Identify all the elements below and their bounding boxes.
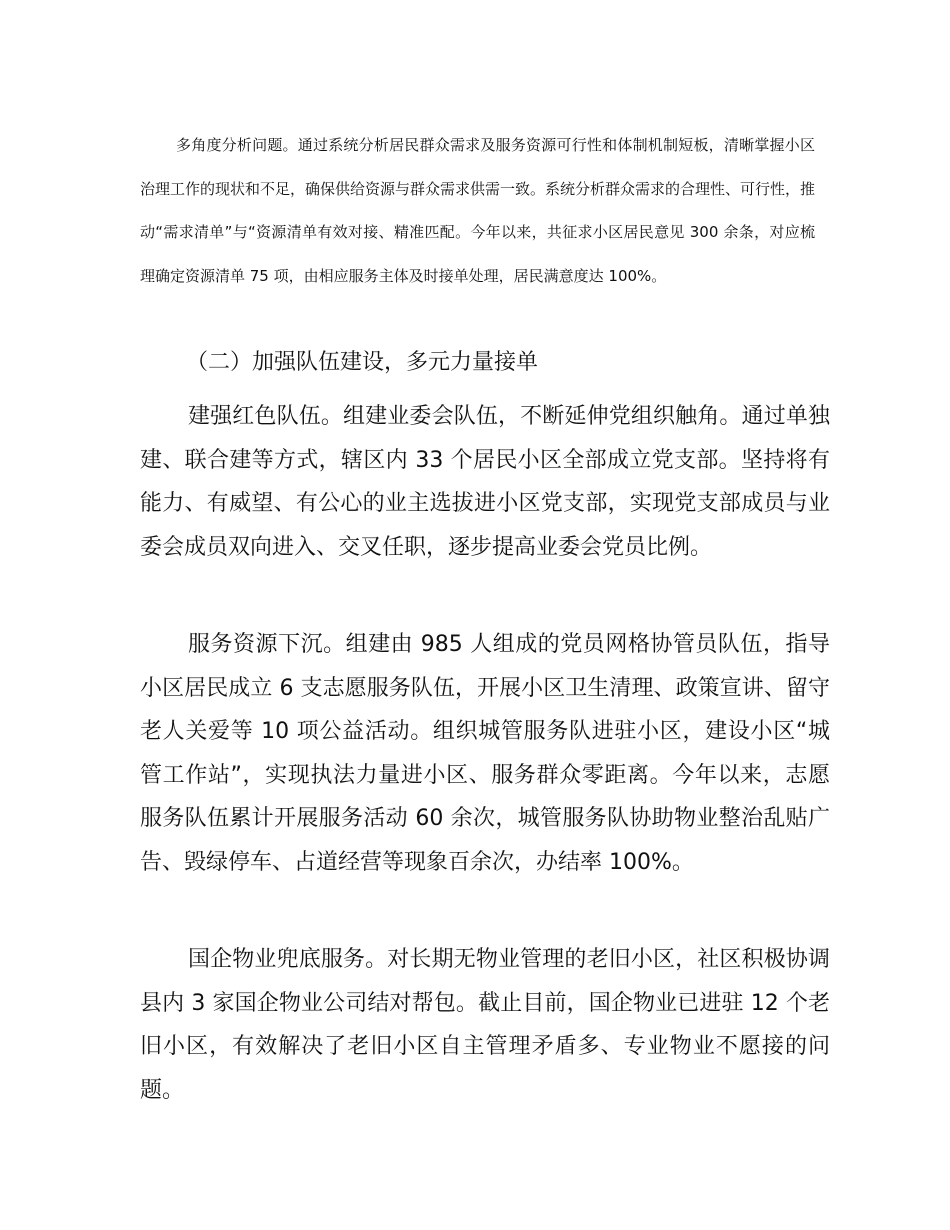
section-heading: （二）加强队伍建设，多元力量接单 bbox=[186, 350, 539, 375]
body-paragraph-state-property: 国企物业兜底服务。对长期无物业管理的老旧小区，社区积极协调县内 3 家国企物业公司结对帮包。截止目前，国企物业已进驻 12 个老旧小区，有效解决了老旧小区自主管理矛盾多、专业物业不愿接的问题。 bbox=[140, 947, 830, 1103]
body-paragraph-red-team: 建强红色队伍。组建业委会队伍，不断延伸党组织触角。通过单独建、联合建等方式，辖区内 33 个居民小区全部成立党支部。坚持将有能力、有威望、有公心的业主选拔进小区党支部，实现党支部成员与业委会成员双向进入、交叉任职，逐步提高业委会党员比例。 bbox=[140, 404, 830, 560]
intro-paragraph: 多角度分析问题。通过系统分析居民群众需求及服务资源可行性和体制机制短板，清晰掌握小区治理工作的现状和不足，确保供给资源与群众需求供需一致。系统分析群众需求的合理性、可行性，推动“需求清单”与“资源清单有效对接、精准匹配。今年以来，共征求小区居民意见 300 余条，对应梳理确定资源清单 75 项，由相应服务主体及时接单处理，居民满意度达 100%。 bbox=[140, 136, 816, 285]
body-paragraph-service-resources: 服务资源下沉。组建由 985 人组成的党员网格协管员队伍，指导小区居民成立 6 支志愿服务队伍，开展小区卫生清理、政策宣讲、留守老人关爱等 10 项公益活动。组织城管服务队进驻小区，建设小区“城管工作站”，实现执法力量进小区、服务群众零距离。今年以来，志愿服务队伍累计开展服务活动 60 余次，城管服务队协助物业整治乱贴广告、毁绿停车、占道经营等现象百余次，办结率 100%。 bbox=[140, 632, 830, 875]
